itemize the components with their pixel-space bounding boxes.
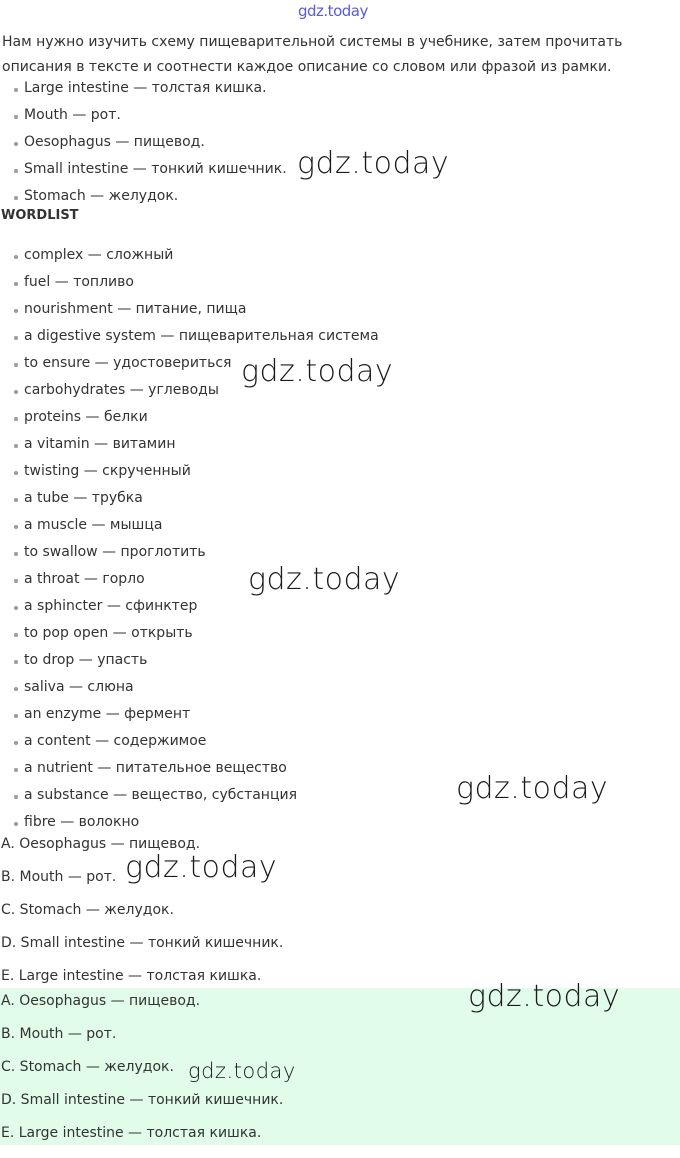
list-item: Stomach — желудок. bbox=[14, 183, 287, 210]
list-item: an enzyme — фермент bbox=[14, 701, 379, 728]
answer-line: D. Small intestine — тонкий кишечник. bbox=[1, 935, 284, 951]
list-item: a sphincter — сфинктер bbox=[14, 593, 379, 620]
list-item: Large intestine — толстая кишка. bbox=[14, 75, 287, 102]
watermark: gdz.today bbox=[456, 771, 609, 806]
intro-paragraph: Нам нужно изучить схему пищеварительной системы в учебнике, затем прочитать описания в тексте и соотнести каждое описание со словом или фразой из рамки. bbox=[2, 34, 623, 75]
list-item: twisting — скрученный bbox=[14, 458, 379, 485]
wordlist bbox=[14, 242, 379, 836]
list-item: complex — сложный bbox=[14, 242, 379, 269]
list-item: to swallow — проглотить bbox=[14, 539, 379, 566]
answer-line: E. Large intestine — толстая кишка. bbox=[1, 968, 262, 984]
watermark: gdz.today bbox=[241, 354, 394, 389]
watermark: gdz.today bbox=[297, 146, 450, 181]
answer-line: B. Mouth — рот. bbox=[1, 869, 117, 885]
list-item: to pop open — открыть bbox=[14, 620, 379, 647]
list-item: nourishment — питание, пища bbox=[14, 296, 379, 323]
list-item: to ensure — удостовериться bbox=[14, 350, 379, 377]
list-item: a digestive system — пищеварительная система bbox=[14, 323, 379, 350]
list-item: Oesophagus — пищевод. bbox=[14, 129, 287, 156]
list-item: proteins — белки bbox=[14, 404, 379, 431]
site-logo[interactable]: gdz.today bbox=[298, 2, 368, 20]
list-item: saliva — слюна bbox=[14, 674, 379, 701]
watermark: gdz.today bbox=[248, 562, 401, 597]
list-item: to drop — упасть bbox=[14, 647, 379, 674]
list-item: fibre — волокно bbox=[14, 809, 379, 836]
list-item: a content — содержимое bbox=[14, 728, 379, 755]
list-item: a nutrient — питательное вещество bbox=[14, 755, 379, 782]
answer-line: C. Stomach — желудок. bbox=[1, 1059, 174, 1075]
list-item: carbohydrates — углеводы bbox=[14, 377, 379, 404]
answer-line: A. Oesophagus — пищевод. bbox=[1, 993, 201, 1009]
list-item: fuel — топливо bbox=[14, 269, 379, 296]
list-item: a throat — горло bbox=[14, 566, 379, 593]
list-item: a substance — вещество, субстанция bbox=[14, 782, 379, 809]
answer-line: D. Small intestine — тонкий кишечник. bbox=[1, 1092, 284, 1108]
list-item: a muscle — мышца bbox=[14, 512, 379, 539]
watermark: gdz.today bbox=[125, 850, 278, 885]
wordlist-heading: WORDLIST bbox=[1, 208, 79, 223]
watermark: gdz.today bbox=[188, 1059, 296, 1083]
answer-line: E. Large intestine — толстая кишка. bbox=[1, 1125, 262, 1141]
watermark: gdz.today bbox=[468, 979, 621, 1014]
list-item: a vitamin — витамин bbox=[14, 431, 379, 458]
answer-line: A. Oesophagus — пищевод. bbox=[1, 836, 201, 852]
answer-line: B. Mouth — рот. bbox=[1, 1026, 117, 1042]
organs-list bbox=[14, 75, 287, 210]
list-item: Small intestine — тонкий кишечник. bbox=[14, 156, 287, 183]
answer-line: C. Stomach — желудок. bbox=[1, 902, 174, 918]
list-item: Mouth — рот. bbox=[14, 102, 287, 129]
list-item: a tube — трубка bbox=[14, 485, 379, 512]
